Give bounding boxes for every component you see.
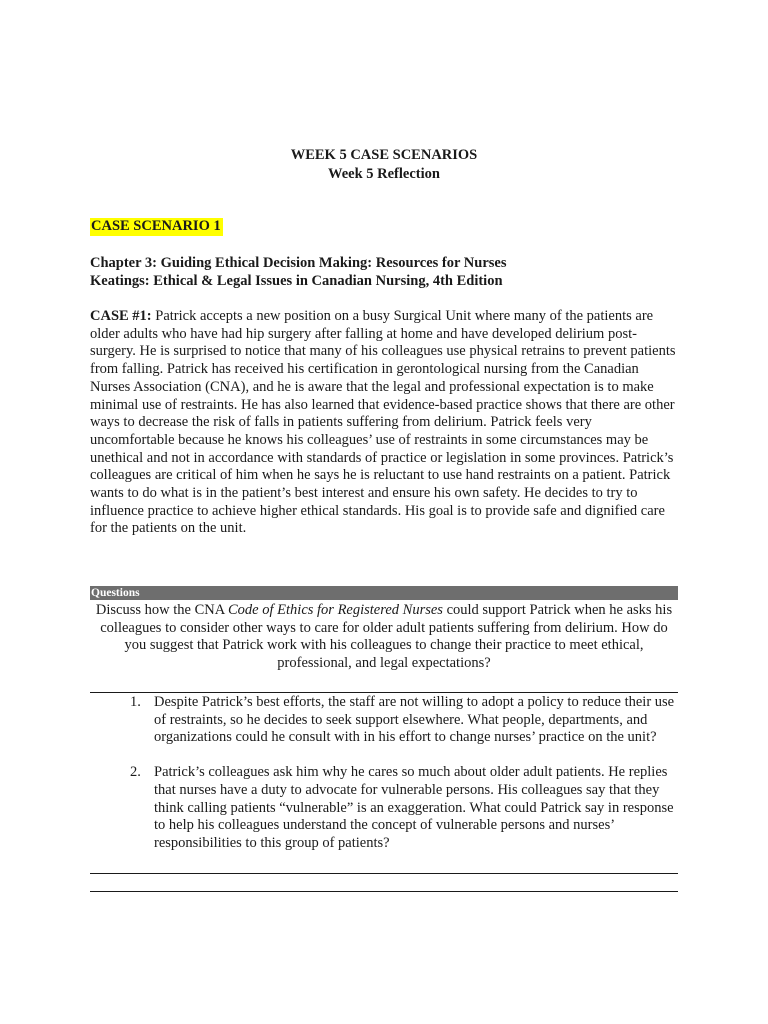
chapter-line-2: Keatings: Ethical & Legal Issues in Canadian Nursing, 4th Edition bbox=[90, 273, 503, 289]
divider-bottom bbox=[90, 891, 678, 892]
questions-header: Questions bbox=[90, 586, 678, 600]
case-text: Patrick accepts a new position on a busy Surgical Unit where many of the patients are older adults who have had hip surgery after falling at home and have developed delirium post-surgery. He is surprised to notice that many of his colleagues use physical retrains to prevent patients from falling. Patrick has received his certification in gerontological nursing from the Canadian Nurses Association (CNA), and he is aware that the legal and professional expectation is to make minimal use of restraints. He has also learned that evidence-based practice shows that there are other ways to decrease the risk of falls in patients suffering from delirium. Patrick feels very uncomfortable because he knows his colleagues’ use of restraints in some circumstances may be unethical and not in accordance with standards of practice or legislation in some provinces. Patrick’s colleagues are critical of him when he says he is reluctant to use hand restraints on a patient. Patrick wants to do what is in the patient’s best interest and ensure his own safety. He decides to try to influence practice to achieve higher ethical standards. His goal is to provide safe and dignified care for the patients on the unit. bbox=[90, 308, 676, 537]
question-list bbox=[90, 694, 678, 853]
scenario-label: CASE SCENARIO 1 bbox=[91, 218, 221, 234]
questions-intro-italic: Code of Ethics for Registered Nurses bbox=[228, 602, 443, 618]
page-subtitle: Week 5 Reflection bbox=[328, 166, 440, 182]
case-paragraph bbox=[90, 308, 678, 538]
case-label: CASE #1: bbox=[90, 308, 152, 324]
question-item bbox=[90, 694, 678, 747]
question-item bbox=[90, 764, 678, 853]
questions-intro bbox=[90, 602, 678, 673]
question-text: Despite Patrick’s best efforts, the staff are not willing to adopt a policy to reduce their use of restraints, so he decides to seek support elsewhere. What people, departments, and organizations could he consult with in his effort to change nurses’ practice on the unit? bbox=[154, 694, 675, 746]
divider-middle bbox=[90, 873, 678, 874]
page-title: WEEK 5 CASE SCENARIOS bbox=[290, 147, 478, 163]
question-text: Patrick’s colleagues ask him why he cares so much about older adult patients. He replies that nurses have a duty to advocate for vulnerable persons. His colleagues say that they think calling patients “vulnerable” is an exaggeration. What could Patrick say in response to help his colleagues understand the concept of vulnerable persons and nurses’ responsibilities to this group of patients? bbox=[154, 764, 674, 851]
chapter-heading bbox=[90, 254, 506, 290]
chapter-line-1: Chapter 3: Guiding Ethical Decision Making: Resources for Nurses bbox=[90, 255, 507, 271]
divider-top bbox=[90, 692, 678, 693]
questions-intro-end: could support Patrick when he asks his colleagues to consider other ways to care for older adult patients suffering from delirium. How do you suggest that Patrick work with his colleagues to change their practice to meet ethical, professional, and legal expectations? bbox=[100, 602, 673, 672]
question-number: 1. bbox=[130, 694, 141, 710]
questions-intro-start: Discuss how the CNA bbox=[95, 602, 229, 618]
question-number: 2. bbox=[130, 764, 141, 781]
